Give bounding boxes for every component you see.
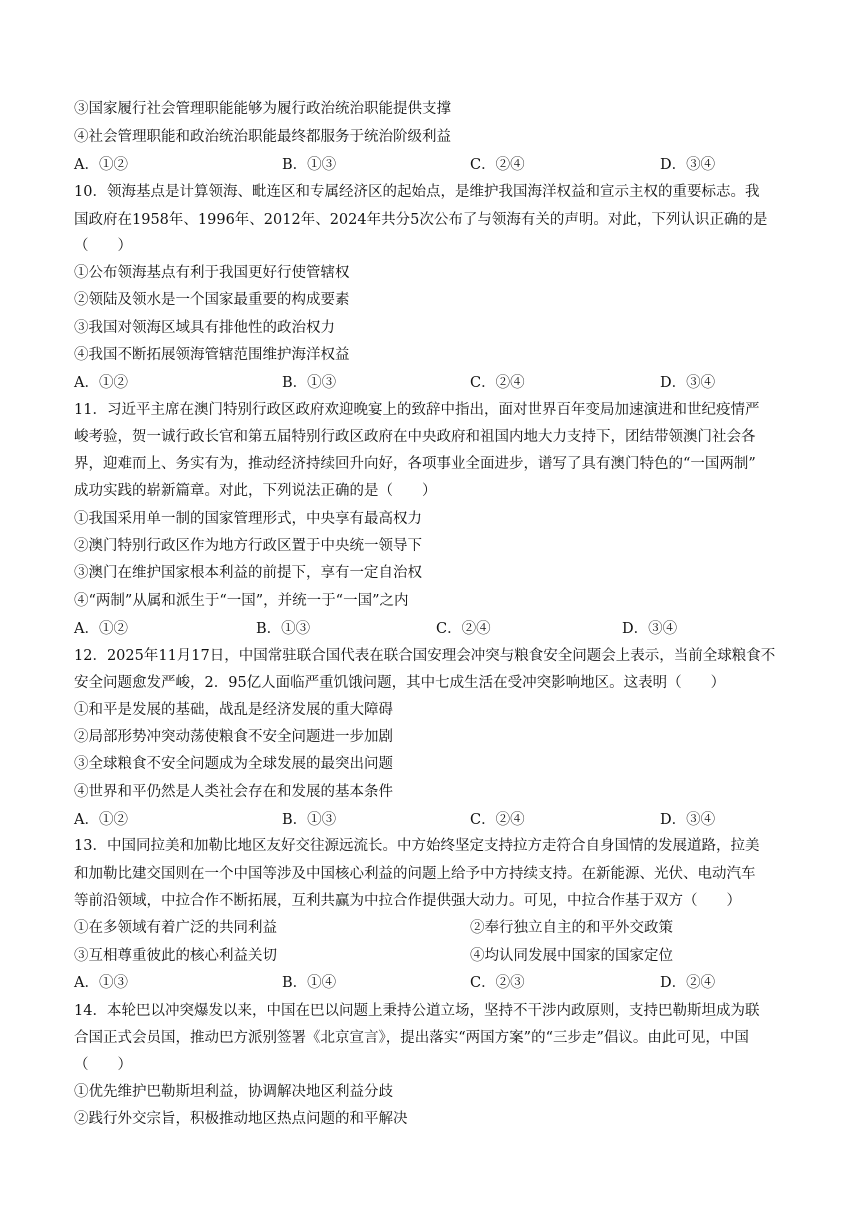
prev-option-4: ④社会管理职能和政治统治职能最终都服务于统治阶级利益 <box>74 129 451 145</box>
q10-choices <box>74 373 814 393</box>
q14-stem-line-1: 14．本轮巴以冲突爆发以来，中国在巴以问题上秉持公道立场，坚持不干涉内政原则，支持巴勒斯坦成为联 <box>74 1003 760 1019</box>
choice-c[interactable]: C．②④ <box>470 375 525 391</box>
q14-option-1: ①优先维护巴勒斯坦利益，协调解决地区利益分歧 <box>74 1084 393 1100</box>
q14-answer-blank: （ ） <box>74 1057 132 1073</box>
q11-stem-line-1: 11．习近平主席在澳门特别行政区政府欢迎晚宴上的致辞中指出，面对世界百年变局加速演进和世纪疫情严 <box>74 402 760 418</box>
q13-choices <box>74 973 814 993</box>
q11-option-1: ①我国采用单一制的国家管理形式，中央享有最高权力 <box>74 511 422 527</box>
q11-option-3: ③澳门在维护国家根本利益的前提下，享有一定自治权 <box>74 565 422 581</box>
choice-b[interactable]: B．①③ <box>282 375 337 391</box>
choice-b[interactable]: B．①③ <box>256 621 311 637</box>
q13-option-4: ④均认同发展中国家的国家定位 <box>470 948 673 964</box>
q12-option-4: ④世界和平仍然是人类社会存在和发展的基本条件 <box>74 784 393 800</box>
q12-stem-line-1: 12．2025年11月17日，中国常驻联合国代表在联合国安理会冲突与粮食安全问题会上表示，当前全球粮食不 <box>74 648 776 664</box>
choice-c[interactable]: C．②④ <box>470 812 525 828</box>
q12-option-1: ①和平是发展的基础，战乱是经济发展的重大障碍 <box>74 702 393 718</box>
choice-b[interactable]: B．①③ <box>282 812 337 828</box>
q13-option-3: ③互相尊重彼此的核心利益关切 <box>74 948 277 964</box>
q12-option-3: ③全球粮食不安全问题成为全球发展的最突出问题 <box>74 756 393 772</box>
q10-option-2: ②领陆及领水是一个国家最重要的构成要素 <box>74 292 350 308</box>
choice-a[interactable]: A．①② <box>74 157 128 173</box>
choice-a[interactable]: A．①② <box>74 375 128 391</box>
choice-c[interactable]: C．②③ <box>470 975 525 991</box>
q13-options-row-2 <box>74 946 814 966</box>
choice-c[interactable]: C．②④ <box>436 621 491 637</box>
q11-option-4: ④“两制”从属和派生于“一国”，并统一于“一国”之内 <box>74 593 409 609</box>
q13-option-1: ①在多领域有着广泛的共同利益 <box>74 920 277 936</box>
q11-choices <box>74 619 814 639</box>
q11-stem-line-4: 成功实践的崭新篇章。对此，下列说法正确的是（ ） <box>74 483 437 499</box>
q10-stem-line-2: 国政府在1958年、1996年、2012年、2024年共分5次公布了与领海有关的声明。对此，下列认识正确的是 <box>74 212 768 228</box>
prev-choices <box>74 155 814 175</box>
q13-stem-line-2: 和加勒比建交国则在一个中国等涉及中国核心利益的问题上给予中方持续支持。在新能源、光伏、电动汽车 <box>74 866 756 882</box>
q10-option-4: ④我国不断拓展领海管辖范围维护海洋权益 <box>74 347 350 363</box>
choice-d[interactable]: D．③④ <box>660 375 716 391</box>
q13-stem-line-1: 13．中国同拉美和加勒比地区友好交往源远流长。中方始终坚定支持拉方走符合自身国情的发展道路，拉美 <box>74 838 760 854</box>
choice-c[interactable]: C．②④ <box>470 157 525 173</box>
q10-option-1: ①公布领海基点有利于我国更好行使管辖权 <box>74 265 350 281</box>
q14-option-2: ②践行外交宗旨，积极推动地区热点问题的和平解决 <box>74 1111 408 1127</box>
q10-option-3: ③我国对领海区域具有排他性的政治权力 <box>74 320 335 336</box>
q13-option-2: ②奉行独立自主的和平外交政策 <box>470 920 673 936</box>
choice-b[interactable]: B．①③ <box>282 157 337 173</box>
q12-stem-line-2: 安全问题愈发严峻，2．95亿人面临严重饥饿问题，其中七成生活在受冲突影响地区。这表明（ ） <box>74 675 726 691</box>
q11-stem-line-2: 峻考验，贺一诚行政长官和第五届特别行政区政府在中央政府和祖国内地大力支持下，团结带领澳门社会各 <box>74 429 756 445</box>
q10-answer-blank: （ ） <box>74 238 132 254</box>
q12-choices <box>74 810 814 830</box>
choice-a[interactable]: A．①② <box>74 621 128 637</box>
choice-d[interactable]: D．②④ <box>660 975 716 991</box>
q14-stem-line-2: 合国正式会员国，推动巴方派别签署《北京宣言》，提出落实“两国方案”的“三步走”倡议。由此可见，中国 <box>74 1030 749 1046</box>
choice-a[interactable]: A．①② <box>74 812 128 828</box>
choice-d[interactable]: D．③④ <box>660 157 716 173</box>
choice-a[interactable]: A．①③ <box>74 975 128 991</box>
q10-stem-line-1: 10．领海基点是计算领海、毗连区和专属经济区的起始点，是维护我国海洋权益和宣示主权的重要标志。我 <box>74 184 760 200</box>
q11-option-2: ②澳门特别行政区作为地方行政区置于中央统一领导下 <box>74 538 422 554</box>
q12-option-2: ②局部形势冲突动荡使粮食不安全问题进一步加剧 <box>74 729 393 745</box>
q13-options-row-1 <box>74 918 814 938</box>
q13-stem-line-3: 等前沿领域，中拉合作不断拓展，互利共赢为中拉合作提供强大动力。可见，中拉合作基于双方（ ） <box>74 893 741 909</box>
choice-b[interactable]: B．①④ <box>282 975 337 991</box>
choice-d[interactable]: D．③④ <box>622 621 678 637</box>
q11-stem-line-3: 界，迎难而上、务实有为，推动经济持续回升向好，各项事业全面进步，谱写了具有澳门特色的“一国两制” <box>74 456 756 472</box>
choice-d[interactable]: D．③④ <box>660 812 716 828</box>
prev-option-3: ③国家履行社会管理职能能够为履行政治统治职能提供支撑 <box>74 101 451 117</box>
